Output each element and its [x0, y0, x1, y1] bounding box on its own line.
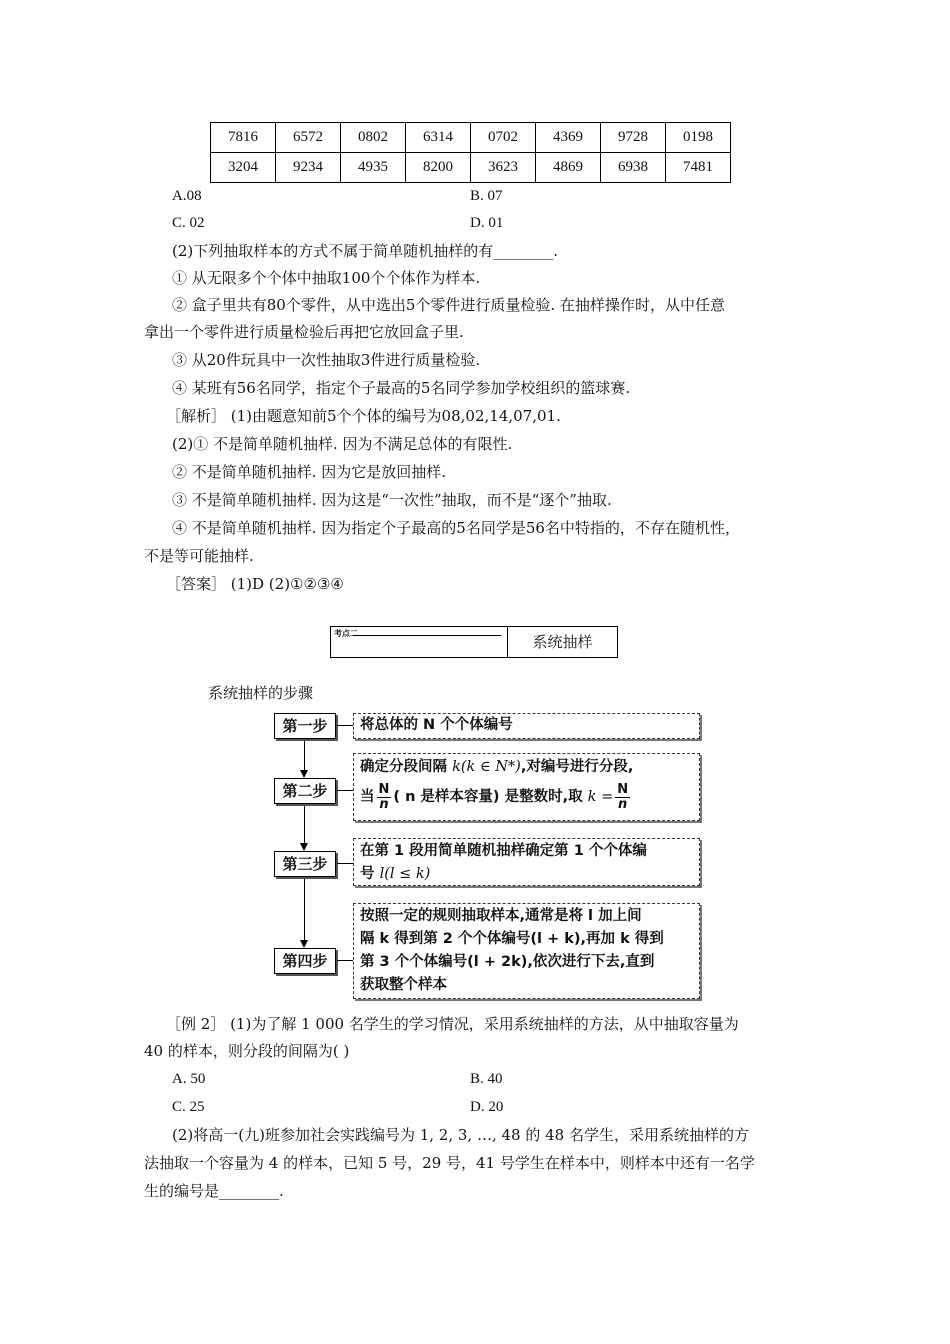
question-2-item-2-cont: 拿出一个零件进行质量检验后再把它放回盒子里.	[144, 323, 464, 341]
table-cell: 7816	[211, 123, 276, 153]
fraction-denominator: n	[379, 796, 389, 812]
step-4-box	[353, 903, 700, 999]
step-connector	[337, 725, 353, 726]
example-2-q2-line-3: 生的编号是________.	[144, 1182, 284, 1200]
step-2-text: ,对编号进行分段,	[520, 759, 634, 775]
step-2-box	[353, 753, 700, 821]
section-header-left	[331, 627, 508, 657]
step-3-line-1: 在第 1 段用简单随机抽样确定第 1 个个体编	[360, 843, 647, 859]
section-header	[330, 626, 618, 658]
step-connector	[337, 960, 353, 961]
flow-arrow-line	[304, 876, 305, 940]
step-2-text: 确定分段间隔	[360, 759, 453, 775]
fraction-n-over-n	[615, 783, 630, 812]
fraction-denominator: n	[618, 796, 628, 812]
step-4-label: 第四步	[274, 948, 336, 974]
flow-arrow-head	[300, 940, 308, 948]
fraction-numerator: N	[617, 781, 629, 797]
step-2-line-1	[360, 756, 693, 779]
analysis-line-5: ④ 不是简单随机抽样. 因为指定个子最高的5名同学是56名中特指的，不存在随机性，	[172, 519, 740, 537]
table-row	[211, 123, 731, 153]
analysis-line-1: ［解析］ (1)由题意知前5个个体的编号为08,02,14,07,01.	[166, 407, 561, 425]
step-1-box	[353, 713, 700, 739]
option-c: C. 02	[172, 215, 205, 231]
step-3-label: 第三步	[274, 851, 336, 877]
step-2-text: ( n 是样本容量) 是整数时,取	[393, 789, 588, 805]
example-2-option-b: B. 40	[470, 1071, 503, 1087]
question-2-item-2: ② 盒子里共有80个零件，从中选出5个零件进行质量检验. 在抽样操作时，从中任意	[172, 296, 725, 314]
step-1-label: 第一步	[274, 713, 336, 739]
table-cell: 4869	[536, 153, 601, 183]
step-3-line-2	[360, 863, 693, 886]
option-b: B. 07	[470, 188, 503, 204]
step-connector	[337, 790, 353, 791]
table-cell: 4935	[341, 153, 406, 183]
table-cell: 9234	[276, 153, 341, 183]
table-cell: 0802	[341, 123, 406, 153]
example-2-option-a: A. 50	[172, 1071, 206, 1087]
step-3-text: 号	[360, 866, 380, 882]
section-title: 系统抽样	[532, 633, 593, 651]
table-cell: 3623	[471, 153, 536, 183]
section-tag: 考点二	[334, 629, 358, 638]
table-cell: 6314	[406, 123, 471, 153]
step-connector	[337, 863, 353, 864]
table-cell: 8200	[406, 153, 471, 183]
fraction-numerator: N	[378, 781, 390, 797]
step-2-math: k =	[587, 789, 614, 805]
table-cell: 4369	[536, 123, 601, 153]
question-2-item-4: ④ 某班有56名同学，指定个子最高的5名同学参加学校组织的篮球赛.	[172, 379, 631, 397]
flow-arrow-line	[304, 803, 305, 843]
analysis-line-6: 不是等可能抽样.	[144, 547, 254, 565]
flow-arrow-head	[300, 843, 308, 851]
option-d: D. 01	[470, 215, 504, 231]
example-2-q2-line-2: 法抽取一个容量为 4 的样本，已知 5 号，29 号，41 号学生在样本中，则样本中还有一名学	[144, 1154, 755, 1172]
table-cell: 6572	[276, 123, 341, 153]
flow-heading: 系统抽样的步骤	[208, 684, 314, 702]
table-cell: 3204	[211, 153, 276, 183]
step-3-box	[353, 838, 700, 886]
example-2-line-2: 40 的样本，则分段的间隔为( )	[144, 1042, 350, 1060]
step-4-line-2: 隔 k 得到第 2 个个体编号(l + k),再加 k 得到	[360, 931, 664, 947]
random-number-table	[210, 122, 731, 183]
option-a: A.08	[172, 188, 202, 204]
table-cell: 0702	[471, 123, 536, 153]
analysis-line-2: (2)① 不是简单随机抽样. 因为不满足总体的有限性.	[172, 435, 513, 453]
step-2-label: 第二步	[274, 778, 336, 804]
analysis-line-4: ③ 不是简单随机抽样. 因为这是“一次性”抽取，而不是“逐个”抽取.	[172, 491, 612, 509]
example-2-option-c: C. 25	[172, 1099, 205, 1115]
table-cell: 0198	[666, 123, 731, 153]
flow-arrow-line	[304, 738, 305, 770]
step-2-text: 当	[360, 789, 375, 805]
table-cell: 9728	[601, 123, 666, 153]
table-cell: 7481	[666, 153, 731, 183]
step-4-line-4: 获取整个样本	[360, 977, 447, 993]
step-3-math: l(l ≤ k)	[379, 866, 431, 882]
analysis-line-3: ② 不是简单随机抽样. 因为它是放回抽样.	[172, 463, 447, 481]
step-2-math: k(k ∈ N*)	[452, 759, 521, 775]
example-2-q2-line-1: (2)将高一(九)班参加社会实践编号为 1, 2, 3, …, 48 的 48 名学生，采用系统抽样的方	[172, 1126, 749, 1144]
flow-arrow-head	[300, 770, 308, 778]
step-1-text: 将总体的 N 个个体编号	[360, 717, 513, 733]
section-rule	[353, 635, 501, 636]
question-2-item-3: ③ 从20件玩具中一次性抽取3件进行质量检验.	[172, 351, 481, 369]
example-2-line-1: ［例 2］ (1)为了解 1 000 名学生的学习情况，采用系统抽样的方法，从中抽取容量为	[166, 1015, 739, 1033]
question-2-stem: (2)下列抽取样本的方式不属于简单随机抽样的有________.	[172, 242, 559, 260]
step-4-line-3: 第 3 个个体编号(l + 2k),依次进行下去,直到	[360, 954, 655, 970]
table-cell: 6938	[601, 153, 666, 183]
answer-line: ［答案］ (1)D (2)①②③④	[166, 575, 344, 593]
step-2-line-2	[360, 779, 693, 815]
question-2-item-1: ① 从无限多个个体中抽取100个个体作为样本.	[172, 269, 481, 287]
table-row	[211, 153, 731, 183]
example-2-option-d: D. 20	[470, 1099, 504, 1115]
fraction-n-over-n	[377, 783, 392, 812]
step-4-line-1: 按照一定的规则抽取样本,通常是将 l 加上间	[360, 908, 642, 924]
